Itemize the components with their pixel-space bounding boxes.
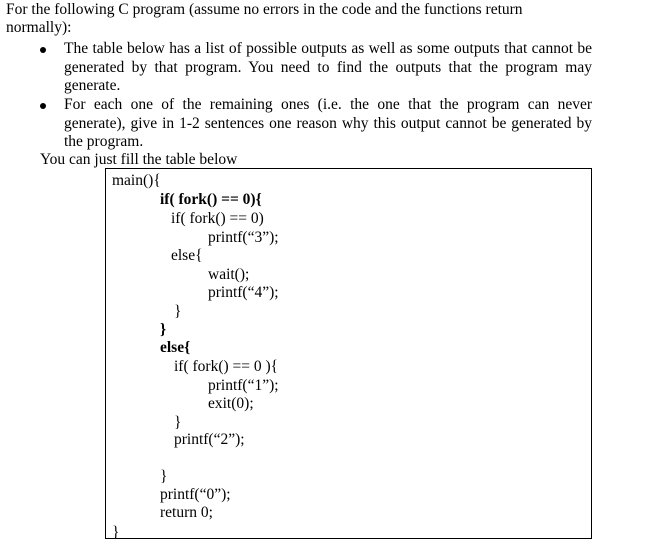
code-wait: wait();	[208, 266, 250, 283]
code-printf-0: printf(“0”);	[160, 486, 231, 503]
bullet-item-2: For each one of the remaining ones (i.e. the one that the program can never generate), give in 1-2 sentences one reason why this output cannot be generated by the program.	[64, 96, 592, 150]
code-if-fork-3: if( fork() == 0 ){	[174, 358, 279, 375]
code-main-close: }	[112, 524, 120, 541]
code-else-1: else{	[171, 247, 203, 264]
bullet-dot-icon	[40, 103, 46, 109]
bullet-item-1: The table below has a list of possible outputs as well as some outputs that cannot be generated by that program. You need to find the outputs that the program may generate.	[64, 40, 592, 94]
code-exit: exit(0);	[208, 395, 254, 412]
intro-line-1: For the following C program (assume no errors in the code and the functions return	[6, 1, 523, 18]
code-return: return 0;	[160, 504, 213, 521]
code-printf-4: printf(“4”);	[208, 284, 279, 301]
bullet-dot-icon	[40, 47, 46, 53]
code-if-fork-2: if( fork() == 0)	[171, 210, 264, 227]
code-printf-3: printf(“3”);	[208, 229, 279, 246]
code-close-else-2: }	[160, 468, 168, 485]
code-main-open: main(){	[112, 172, 161, 189]
code-close-if-3: }	[174, 414, 182, 431]
code-if-fork-1: if( fork() == 0){	[160, 191, 262, 208]
code-else-2: else{	[160, 339, 191, 356]
code-printf-2: printf(“2”);	[174, 431, 245, 448]
intro-line-2: normally):	[6, 19, 72, 36]
code-printf-1: printf(“1”);	[208, 377, 279, 394]
code-close-inner: }	[174, 303, 182, 320]
fill-instruction: You can just fill the table below	[40, 151, 238, 168]
code-close-if-1: }	[160, 321, 167, 338]
